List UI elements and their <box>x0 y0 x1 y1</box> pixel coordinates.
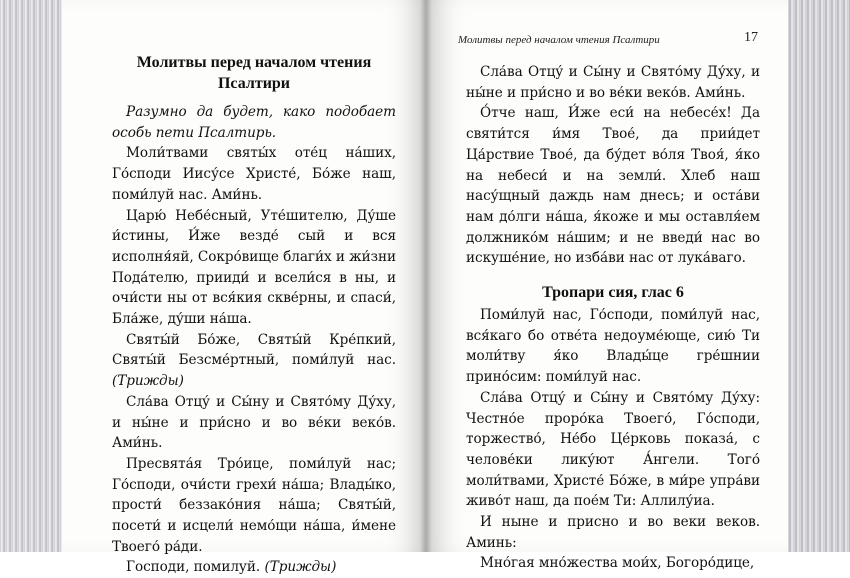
paragraph: Поми́луй нас, Го́споди, поми́луй нас, вся́каго бо отве́та недоуме́юще, сию́ Ти моли́тву я́ко Влады́це гре́шнии прино́сим: поми́луй нас. <box>466 307 760 386</box>
repeat-note: (Трижды) <box>112 373 184 390</box>
paragraph: Сла́ва Отцу́ и Сы́ну и Свято́му Ду́ху, и ны́не и при́сно и во ве́ки веко́в. Ами́нь. <box>466 64 760 101</box>
right-page-content <box>466 62 760 574</box>
book-page-edges-right <box>788 0 850 552</box>
paragraph-lords-prayer: О́тче наш, И́же еси́ на небесе́х! Да святи́тся и́мя Твое́, да прии́дет Ца́рствие Твое́, да бу́дет во́ля Твоя́, я́ко на небеси́ и на земли́. Хлеб наш насу́щный даждь нам днесь; и оста́ви нам до́лги на́ша, я́коже и мы оставля́ем должнико́м на́шим; и не введи́ нас во искуше́ние, но изба́ви нас от лука́ваго. <box>466 105 760 267</box>
paragraph-text: Господи, помилуй. <box>126 559 261 576</box>
paragraph-kyrie <box>112 557 396 578</box>
paragraph-text: Святы́й Бо́же, Святы́й Кре́пкий, Святы́й Безсме́ртный, поми́луй нас. <box>112 331 396 369</box>
book-spine-shadow <box>420 0 432 552</box>
running-head: Молитвы перед началом чтения Псалтири <box>458 34 660 46</box>
paragraph-trisagion <box>112 330 396 392</box>
paragraph: Царю́ Небе́сный, Уте́шителю, Ду́ше и́стины, И́же везде́ сый и вся исполня́яй, Сокро́вище благи́х и жи́зни Пода́телю, прииди́ и всели́ся в ны, и очи́сти ны от вся́кия скве́рны, и спаси́, Бла́же, ду́ши на́ша. <box>112 207 396 328</box>
left-page <box>62 0 426 576</box>
page-title: Молитвы перед началом чтения Псалтири <box>136 54 372 92</box>
paragraph: И ныне и присно и во веки веков. Аминь: <box>466 514 760 551</box>
section-heading: Тропари сия, глас 6 <box>542 284 684 302</box>
paragraph-intro: Разумно да будет, како подобает особь пети Псалтирь. <box>112 104 396 141</box>
paragraph: Пресвята́я Тро́ице, поми́луй нас; Го́споди, очи́сти грехи́ на́ша; Влады́ко, прости́ беззако́ния на́ша; Святы́й, посети́ и исцели́ немо́щи на́ша, и́мене Твоего́ ра́ди. <box>112 455 396 555</box>
paragraph: Сла́ва Отцу́ и Сы́ну и Свято́му Ду́ху, и ны́не и при́сно и во ве́ки веко́в. Ами́нь. <box>112 393 396 452</box>
page-number: 17 <box>744 30 758 45</box>
paragraph: Моли́твами святы́х оте́ц на́ших, Го́споди Иису́се Христе́, Бо́же наш, поми́луй нас. Ами́нь. <box>112 145 396 203</box>
book-page-edges-left <box>0 0 62 552</box>
repeat-note: (Трижды) <box>264 559 337 576</box>
right-page <box>426 0 788 572</box>
paragraph: Мно́гая мно́жества мои́х, Богоро́дице, <box>480 555 755 572</box>
paragraph: Сла́ва Отцу́ и Сы́ну и Свято́му Ду́ху: Честно́е проро́ка Твоего́, Го́споди, торжество́, Не́бо Це́рковь показа́, с челове́ки лику́ют А́нгели. Того́ моли́твами, Христе́ Бо́же, в ми́ре упра́ви живо́т наш, да пое́м Ти: Аллилу́иа. <box>466 389 760 510</box>
